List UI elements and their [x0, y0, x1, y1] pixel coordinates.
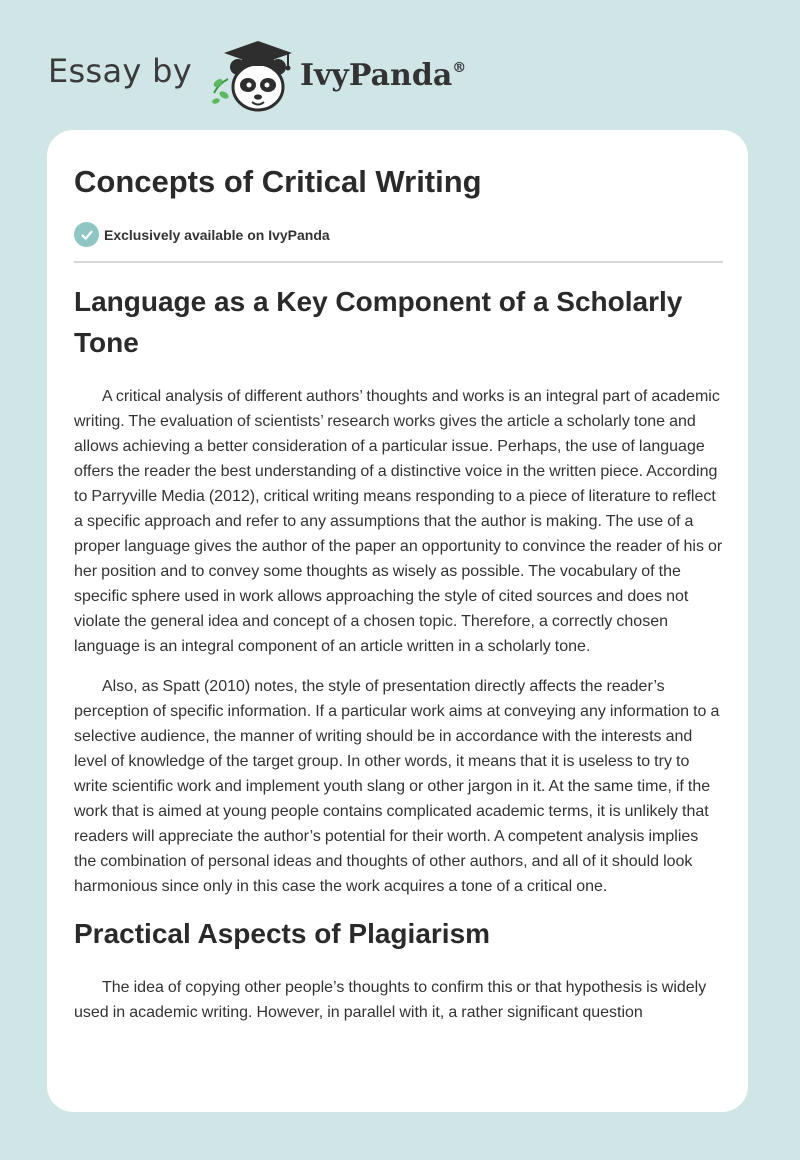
exclusive-label: Exclusively available on IvyPanda: [104, 226, 330, 243]
section-heading: Language as a Key Component of a Scholarly Tone: [74, 286, 683, 358]
check-circle-icon: [74, 222, 99, 247]
section-heading: Practical Aspects of Plagiarism: [74, 918, 491, 949]
brand-text: IvyPanda: [299, 57, 453, 93]
divider: [74, 261, 723, 263]
panda-graduate-icon: [208, 35, 298, 113]
page-title: Concepts of Critical Writing: [74, 164, 482, 199]
registered-mark: ®: [452, 59, 467, 76]
essay-by-label: Essay by: [48, 52, 192, 90]
paragraph: A critical analysis of different authors’ thoughts and works is an integral part of academic writing. The evaluation of scientists’ research works gives the article a scholarly tone and allows achieving a better consideration of a particular issue. Perhaps, the use of language offers the reader the best understanding of a distinctive voice in the written piece. According to Parryville Media (2012), critical writing means responding to a piece of literature to reflect a specific approach and refer to any assumptions that the author is making. The use of a proper language gives the author of the paper an opportunity to convince the reader of his or her position and to convey some thoughts as wisely as possible. The vocabulary of the specific sphere used in work allows approaching the style of cited sources and does not violate the general idea and concept of a chosen topic. Therefore, a correctly chosen language is an integral component of an article written in a scholarly tone.: [74, 388, 723, 655]
exclusive-badge: [74, 222, 330, 247]
paragraph: The idea of copying other people’s thoughts to confirm this or that hypothesis is widely used in academic writing. However, in parallel with it, a rather significant question: [74, 979, 707, 1021]
brand-name: [300, 58, 466, 93]
essay-card: [47, 130, 748, 1112]
site-header: [48, 34, 466, 114]
paragraph: Also, as Spatt (2010) notes, the style of presentation directly affects the reader’s perception of specific information. If a particular work aims at conveying any information to a selective audience, the manner of writing should be in accordance with the interests and level of knowledge of the target group. In other words, it means that it is useless to try to write scientific work and implement youth slang or other jargon in it. At the same time, if the work that is aimed at young people contains complicated academic terms, it is unlikely that readers will appreciate the author’s potential for their worth. A competent analysis implies the combination of personal ideas and thoughts of other authors, and all of it should look harmonious since only in this case the work acquires a tone of a critical one.: [74, 678, 720, 895]
article-body: [74, 281, 723, 1025]
